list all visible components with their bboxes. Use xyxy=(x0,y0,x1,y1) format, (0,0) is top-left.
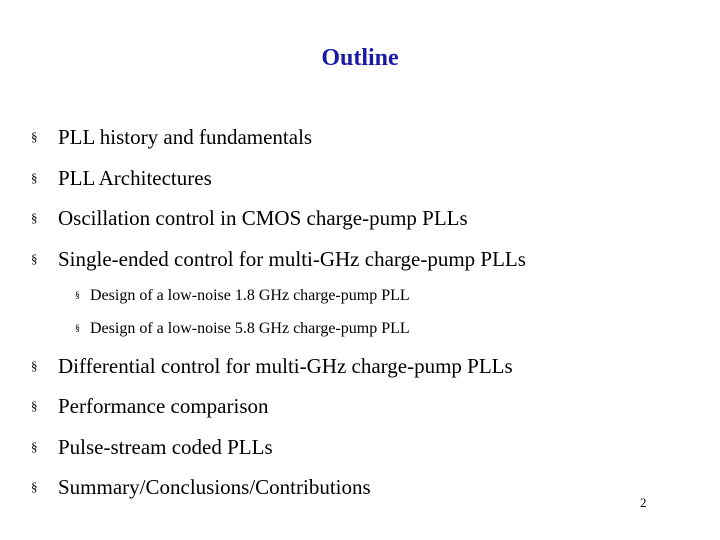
outline-subitem-text: Design of a low-noise 5.8 GHz charge-pump PLL xyxy=(90,320,410,337)
outline-item xyxy=(31,473,371,501)
outline-item-text: PLL history and fundamentals xyxy=(58,124,313,149)
outline-item xyxy=(31,204,468,232)
outline-item-text: Pulse-stream coded PLLs xyxy=(58,434,273,459)
outline-item-text: Differential control for multi-GHz charge-pump PLLs xyxy=(58,353,513,378)
bullet-icon: § xyxy=(31,210,38,226)
bullet-icon: § xyxy=(31,479,38,495)
outline-item-text: PLL Architectures xyxy=(58,165,212,190)
bullet-icon: § xyxy=(75,323,80,335)
outline-item-text: Oscillation control in CMOS charge-pump PLLs xyxy=(58,205,468,230)
bullet-icon: § xyxy=(31,358,38,374)
slide-title: Outline xyxy=(321,45,399,71)
outline-subitem xyxy=(75,318,410,340)
outline-subitem-text: Design of a low-noise 1.8 GHz charge-pump PLL xyxy=(90,287,410,304)
outline-item xyxy=(31,245,526,273)
outline-item xyxy=(31,352,513,380)
outline-item xyxy=(31,123,312,151)
bullet-icon: § xyxy=(31,251,38,267)
bullet-icon: § xyxy=(31,129,38,145)
outline-subitem xyxy=(75,285,410,307)
outline-item xyxy=(31,392,269,420)
bullet-icon: § xyxy=(75,290,80,302)
page-number: 2 xyxy=(640,495,647,510)
bullet-icon: § xyxy=(31,170,38,186)
outline-item-text: Single-ended control for multi-GHz charge-pump PLLs xyxy=(58,246,526,271)
bullet-icon: § xyxy=(31,439,38,455)
outline-item-text: Performance comparison xyxy=(58,393,269,418)
outline-item xyxy=(31,433,273,461)
outline-item xyxy=(31,164,212,192)
outline-item-text: Summary/Conclusions/Contributions xyxy=(58,474,371,499)
bullet-icon: § xyxy=(31,398,38,414)
